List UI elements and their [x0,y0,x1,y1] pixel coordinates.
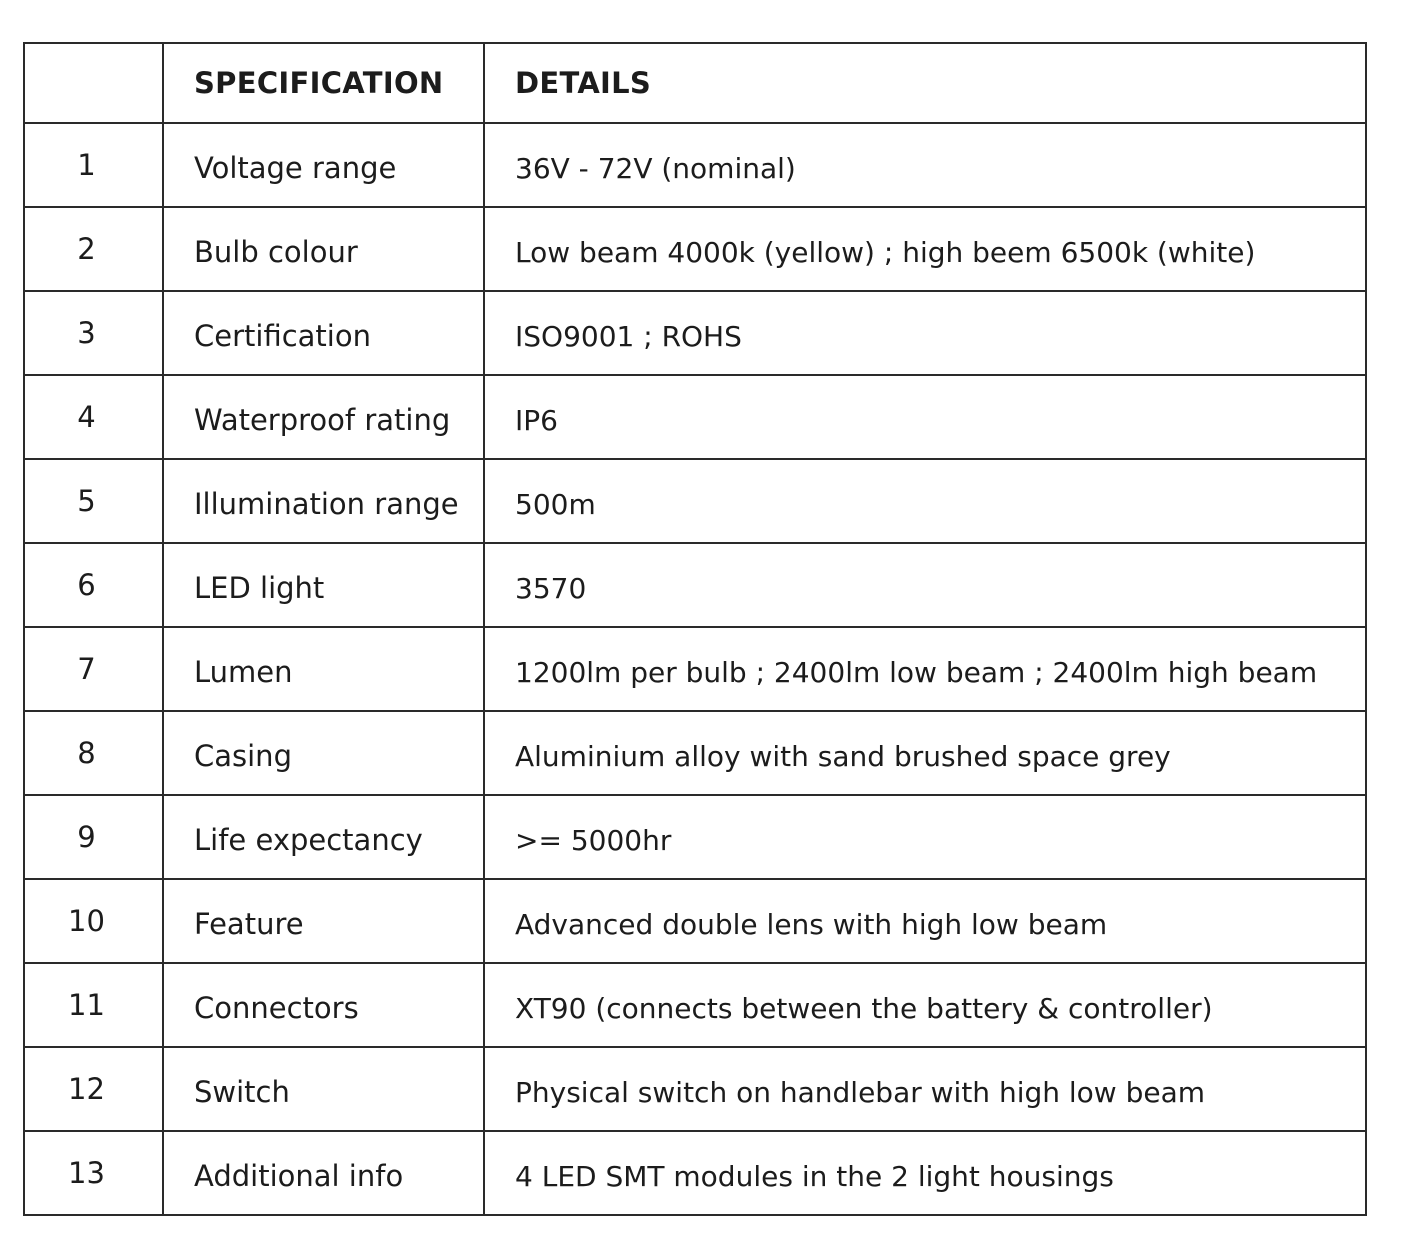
table-row [24,123,1366,207]
header-row [24,43,1366,123]
row-details: Advanced double lens with high low beam [484,879,1366,963]
row-number: 2 [24,207,163,291]
row-number: 3 [24,291,163,375]
row-details: IP6 [484,375,1366,459]
table-row [24,459,1366,543]
table-row [24,207,1366,291]
row-specification: LED light [163,543,484,627]
row-number: 8 [24,711,163,795]
row-number: 10 [24,879,163,963]
row-number: 6 [24,543,163,627]
row-number: 13 [24,1131,163,1215]
table-row [24,375,1366,459]
table-row [24,963,1366,1047]
table-body [24,123,1366,1215]
row-specification: Connectors [163,963,484,1047]
row-specification: Lumen [163,627,484,711]
specification-table [23,42,1367,1216]
table-row [24,711,1366,795]
row-specification: Casing [163,711,484,795]
row-details: XT90 (connects between the battery & controller) [484,963,1366,1047]
row-number: 12 [24,1047,163,1131]
row-details: 1200lm per bulb ; 2400lm low beam ; 2400lm high beam [484,627,1366,711]
table-row [24,1047,1366,1131]
row-specification: Illumination range [163,459,484,543]
row-details: Low beam 4000k (yellow) ; high beem 6500k (white) [484,207,1366,291]
row-details: 4 LED SMT modules in the 2 light housings [484,1131,1366,1215]
row-number: 5 [24,459,163,543]
header-number [24,43,163,123]
table-row [24,291,1366,375]
row-details: Aluminium alloy with sand brushed space grey [484,711,1366,795]
row-specification: Feature [163,879,484,963]
row-number: 9 [24,795,163,879]
table-row [24,627,1366,711]
row-details: ISO9001 ; ROHS [484,291,1366,375]
row-number: 11 [24,963,163,1047]
row-specification: Additional info [163,1131,484,1215]
table-row [24,543,1366,627]
row-details: 500m [484,459,1366,543]
row-number: 1 [24,123,163,207]
row-details: 3570 [484,543,1366,627]
row-details: 36V - 72V (nominal) [484,123,1366,207]
row-number: 4 [24,375,163,459]
row-specification: Switch [163,1047,484,1131]
table-row [24,795,1366,879]
row-specification: Bulb colour [163,207,484,291]
row-specification: Waterproof rating [163,375,484,459]
row-details: >= 5000hr [484,795,1366,879]
row-details: Physical switch on handlebar with high low beam [484,1047,1366,1131]
row-specification: Voltage range [163,123,484,207]
header-details: DETAILS [484,43,1366,123]
header-specification: SPECIFICATION [163,43,484,123]
table-row [24,1131,1366,1215]
table-header [24,43,1366,123]
row-number: 7 [24,627,163,711]
row-specification: Life expectancy [163,795,484,879]
row-specification: Certification [163,291,484,375]
table-row [24,879,1366,963]
